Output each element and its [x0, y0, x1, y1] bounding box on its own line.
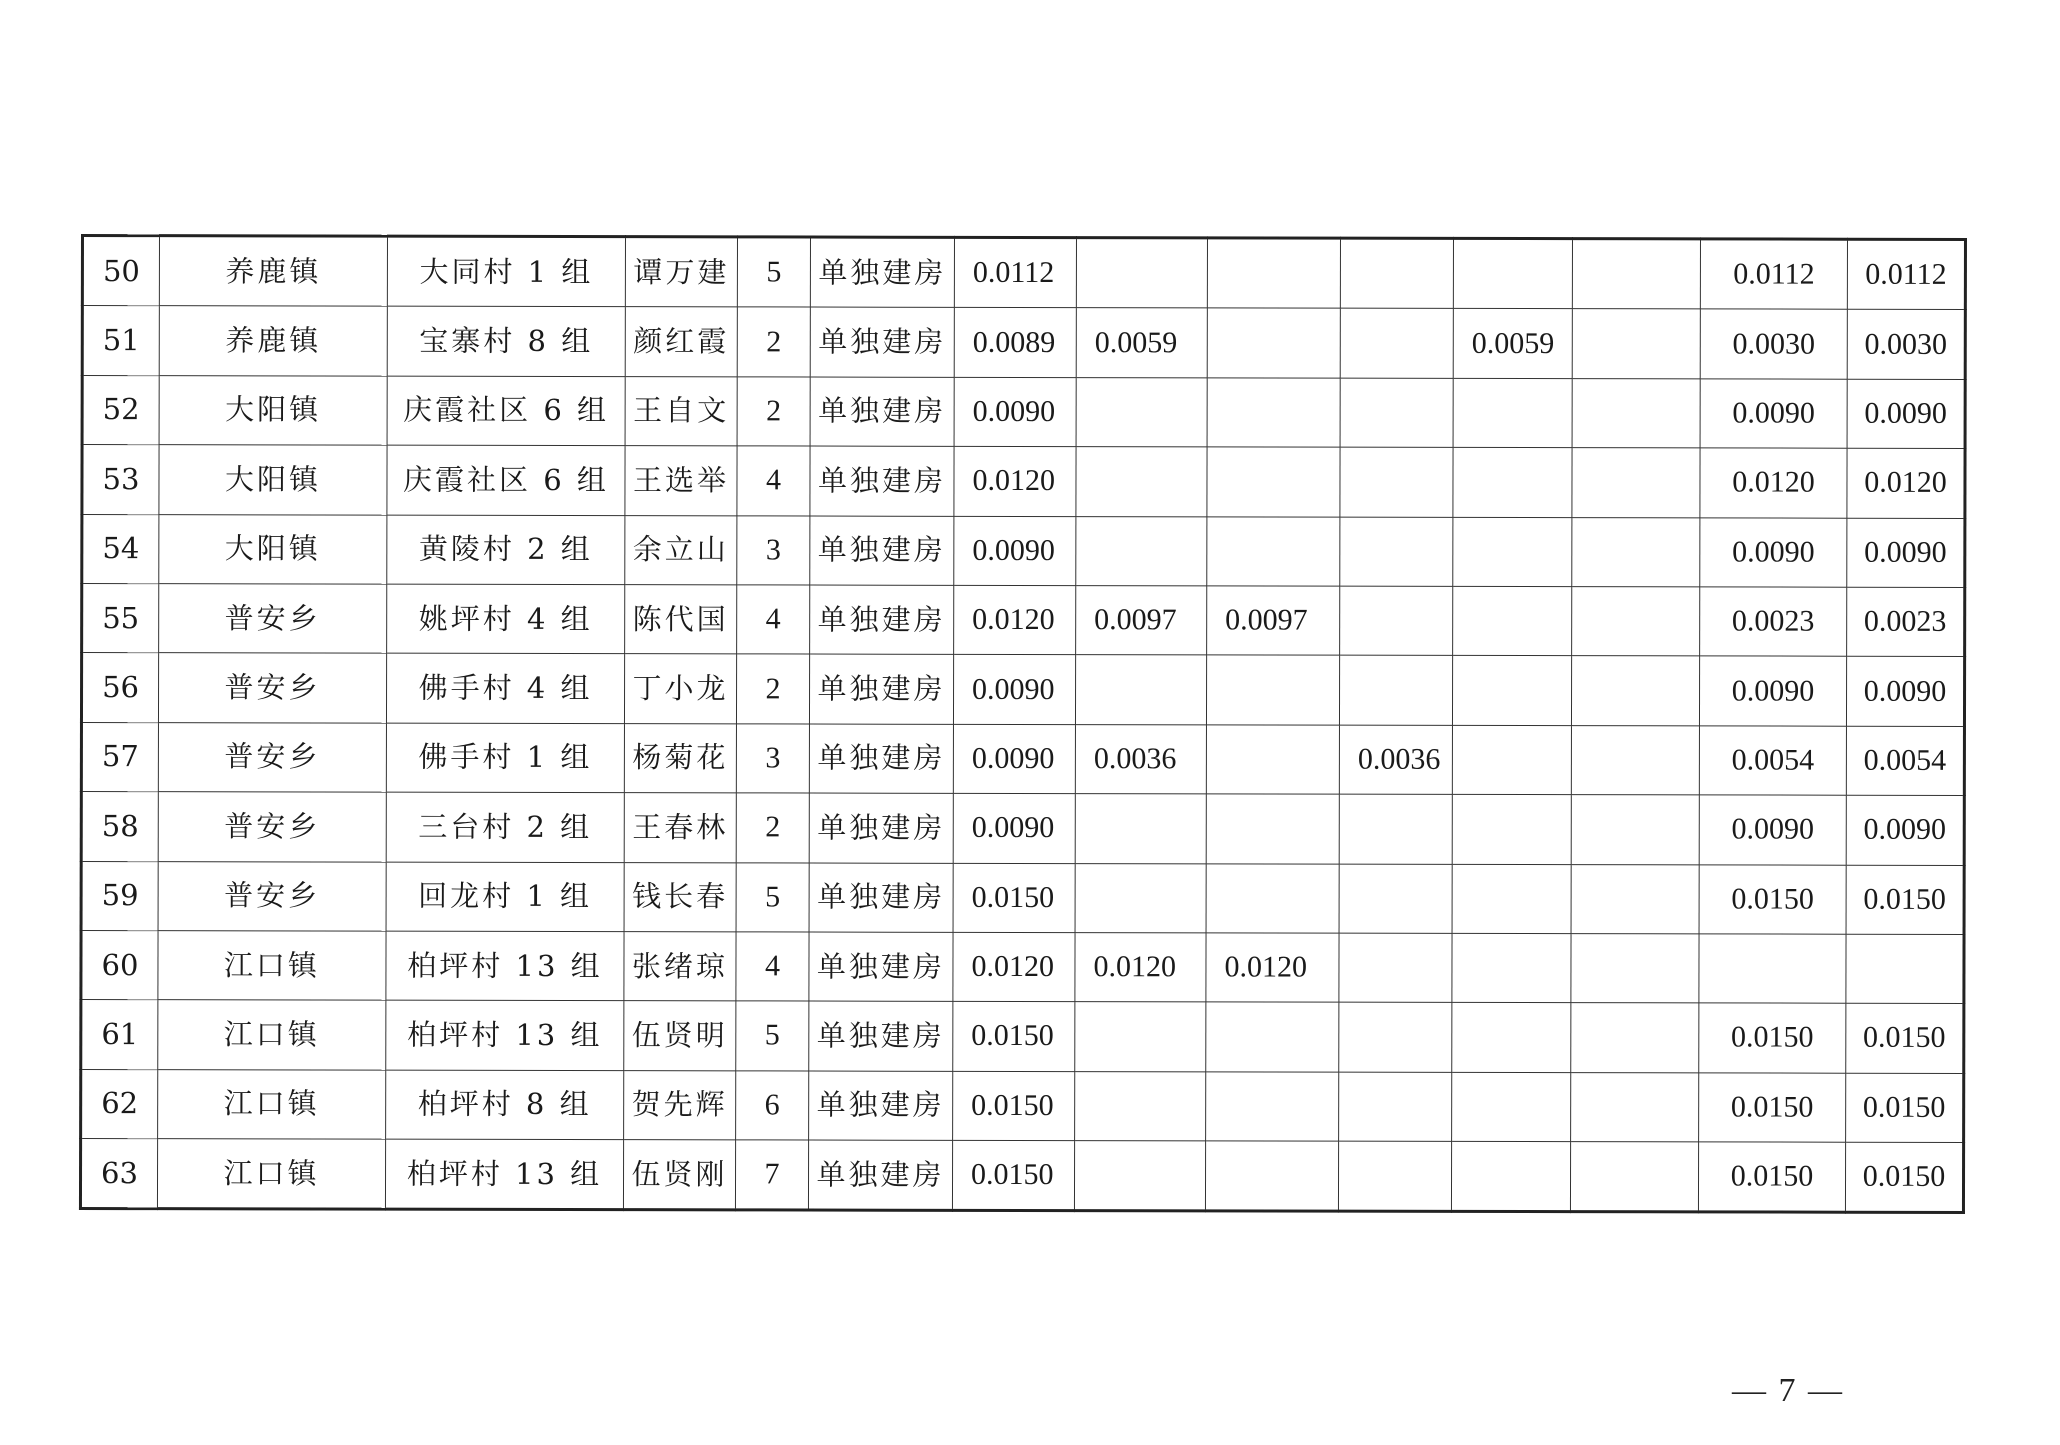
area-total-cell: 0.0150: [953, 1002, 1075, 1072]
table-row: [82, 236, 1965, 310]
build-type-cell: 单独建房: [809, 724, 953, 794]
area-col-11-cell: [1453, 586, 1572, 656]
area-col-10-cell: [1339, 655, 1452, 725]
area-col-8-cell: 0.0120: [1075, 932, 1206, 1002]
town-cell: 养鹿镇: [159, 236, 387, 307]
town-cell: 江口镇: [157, 1139, 385, 1210]
table-row: [81, 792, 1964, 865]
town-cell: 江口镇: [158, 1000, 386, 1070]
applicant-name-cell: 杨菊花: [624, 723, 736, 793]
area-col-8-cell: [1075, 863, 1206, 933]
row-number-cell: 61: [81, 1000, 158, 1070]
area-col-12-cell: [1571, 1003, 1699, 1073]
build-type-cell: 单独建房: [809, 654, 953, 724]
area-col-12-cell: [1572, 378, 1700, 448]
area-col-14-cell: 0.0150: [1846, 1073, 1964, 1143]
household-size-cell: 3: [736, 724, 809, 794]
area-col-11-cell: [1453, 238, 1572, 309]
village-group-cell: 庆霞社区 6 组: [387, 445, 625, 515]
area-total-cell: 0.0120: [953, 932, 1075, 1002]
household-size-cell: 4: [737, 585, 810, 655]
area-col-13-cell: 0.0090: [1699, 795, 1846, 865]
household-size-cell: 2: [736, 654, 809, 724]
table-row: [81, 1069, 1964, 1142]
area-total-cell: 0.0150: [953, 1071, 1075, 1141]
applicant-name-cell: 贺先辉: [624, 1070, 736, 1140]
area-col-8-cell: 0.0036: [1075, 724, 1206, 794]
village-group-cell: 宝寨村 8 组: [387, 307, 625, 377]
area-col-14-cell: 0.0120: [1847, 448, 1965, 518]
row-number-cell: 57: [81, 722, 158, 792]
area-col-13-cell: 0.0150: [1699, 864, 1846, 934]
area-col-9-cell: [1207, 378, 1340, 448]
applicant-name-cell: 王自文: [625, 376, 737, 446]
area-col-12-cell: [1572, 517, 1700, 587]
area-col-10-cell: [1339, 1072, 1452, 1142]
area-total-cell: 0.0120: [954, 447, 1076, 517]
area-col-10-cell: [1340, 447, 1453, 517]
village-group-cell: 佛手村 1 组: [386, 723, 624, 793]
area-col-11-cell: [1452, 1072, 1571, 1142]
area-col-9-cell: [1206, 863, 1339, 933]
household-size-cell: 4: [736, 932, 809, 1002]
area-col-11-cell: [1452, 933, 1571, 1003]
table-row: [81, 861, 1964, 934]
area-col-13-cell: 0.0120: [1700, 448, 1847, 518]
row-number-cell: 52: [82, 375, 159, 445]
town-cell: 江口镇: [158, 1069, 386, 1139]
area-col-12-cell: [1572, 239, 1700, 310]
village-group-cell: 柏坪村 13 组: [386, 931, 624, 1001]
area-col-10-cell: [1340, 238, 1453, 309]
area-col-9-cell: 0.0097: [1207, 586, 1340, 656]
area-col-10-cell: [1340, 378, 1453, 448]
area-col-8-cell: [1075, 1002, 1206, 1072]
table-row: [81, 722, 1964, 795]
build-type-cell: 单独建房: [808, 1140, 952, 1211]
row-number-cell: 59: [81, 861, 158, 931]
area-col-10-cell: [1339, 933, 1452, 1003]
area-col-10-cell: [1339, 794, 1452, 864]
area-col-13-cell: 0.0023: [1700, 587, 1847, 657]
applicant-name-cell: 钱长春: [624, 862, 736, 932]
household-size-cell: 5: [736, 862, 809, 932]
village-group-cell: 佛手村 4 组: [386, 653, 624, 723]
village-group-cell: 柏坪村 13 组: [385, 1139, 623, 1210]
build-type-cell: 单独建房: [810, 377, 954, 447]
applicant-name-cell: 陈代国: [625, 585, 737, 655]
area-col-10-cell: [1338, 1141, 1451, 1212]
household-size-cell: 3: [737, 515, 810, 585]
area-col-8-cell: [1075, 794, 1206, 864]
area-total-cell: 0.0150: [953, 863, 1075, 933]
applicant-name-cell: 王春林: [624, 793, 736, 863]
area-col-11-cell: [1452, 725, 1571, 795]
area-total-cell: 0.0090: [953, 655, 1075, 725]
area-col-11-cell: [1452, 656, 1571, 726]
village-group-cell: 姚坪村 4 组: [387, 584, 625, 654]
area-col-9-cell: [1206, 1002, 1339, 1072]
area-col-8-cell: [1074, 1141, 1205, 1212]
area-col-8-cell: [1076, 447, 1207, 517]
area-col-14-cell: 0.0054: [1846, 726, 1964, 796]
row-number-cell: 54: [82, 514, 159, 584]
row-number-cell: 58: [81, 792, 158, 862]
area-col-9-cell: [1206, 794, 1339, 864]
area-col-14-cell: 0.0090: [1847, 518, 1965, 588]
town-cell: 江口镇: [158, 931, 386, 1001]
area-col-12-cell: [1572, 309, 1700, 379]
town-cell: 大阳镇: [159, 375, 387, 445]
area-col-10-cell: [1339, 864, 1452, 934]
area-col-14-cell: 0.0150: [1846, 1003, 1964, 1073]
area-col-14-cell: 0.0150: [1845, 1142, 1963, 1213]
area-col-11-cell: [1451, 1141, 1570, 1212]
area-col-9-cell: [1206, 1072, 1339, 1142]
town-cell: 普安乡: [158, 861, 386, 931]
area-col-13-cell: 0.0150: [1699, 1003, 1846, 1073]
area-col-10-cell: [1340, 309, 1453, 379]
table-row: [81, 930, 1964, 1003]
area-total-cell: 0.0150: [952, 1140, 1074, 1211]
area-col-8-cell: [1076, 516, 1207, 586]
town-cell: 普安乡: [158, 792, 386, 862]
household-size-cell: 4: [737, 446, 810, 516]
village-group-cell: 三台村 2 组: [386, 792, 624, 862]
area-col-14-cell: 0.0090: [1846, 657, 1964, 727]
area-col-9-cell: [1207, 516, 1340, 586]
applicant-name-cell: 颜红霞: [625, 307, 737, 377]
area-total-cell: 0.0090: [953, 724, 1075, 794]
area-col-13-cell: [1699, 934, 1846, 1004]
page-number: — 7 —: [1732, 1372, 1844, 1409]
area-col-12-cell: [1571, 934, 1699, 1004]
household-size-cell: 5: [737, 237, 810, 308]
village-group-cell: 回龙村 1 组: [386, 862, 624, 932]
build-type-cell: 单独建房: [810, 585, 954, 655]
table-body: [80, 236, 1965, 1213]
row-number-cell: 50: [82, 236, 159, 307]
row-number-cell: 56: [81, 653, 158, 723]
area-col-13-cell: 0.0054: [1699, 726, 1846, 796]
applicant-name-cell: 谭万建: [625, 237, 737, 308]
table-row: [81, 1000, 1964, 1073]
area-col-10-cell: [1340, 517, 1453, 587]
table-row: [82, 514, 1965, 587]
build-type-cell: 单独建房: [809, 1001, 953, 1071]
household-size-cell: 2: [737, 307, 810, 377]
area-col-12-cell: [1572, 448, 1700, 518]
applicant-name-cell: 丁小龙: [624, 654, 736, 724]
area-col-8-cell: [1076, 377, 1207, 447]
household-size-cell: 5: [736, 1001, 809, 1071]
row-number-cell: 60: [81, 930, 158, 1000]
area-col-13-cell: 0.0112: [1700, 239, 1847, 310]
area-col-12-cell: [1571, 795, 1699, 865]
row-number-cell: 63: [80, 1139, 157, 1210]
household-size-cell: 2: [736, 793, 809, 863]
area-col-11-cell: 0.0059: [1453, 309, 1572, 379]
table-row: [81, 653, 1964, 726]
row-number-cell: 62: [81, 1069, 158, 1139]
area-col-14-cell: [1846, 934, 1964, 1004]
build-type-cell: 单独建房: [810, 516, 954, 586]
area-col-12-cell: [1571, 725, 1699, 795]
area-col-13-cell: 0.0150: [1699, 1073, 1846, 1143]
area-col-11-cell: [1453, 378, 1572, 448]
area-col-12-cell: [1571, 864, 1699, 934]
area-col-11-cell: [1452, 1003, 1571, 1073]
village-group-cell: 大同村 1 组: [387, 236, 625, 307]
area-col-14-cell: 0.0150: [1846, 865, 1964, 935]
area-col-9-cell: [1205, 1141, 1338, 1212]
build-type-cell: 单独建房: [810, 307, 954, 377]
area-col-14-cell: 0.0112: [1847, 239, 1965, 310]
area-col-11-cell: [1452, 794, 1571, 864]
area-col-13-cell: 0.0090: [1700, 379, 1847, 449]
area-col-10-cell: 0.0036: [1339, 725, 1452, 795]
area-total-cell: 0.0120: [954, 585, 1076, 655]
town-cell: 养鹿镇: [159, 306, 387, 376]
town-cell: 大阳镇: [159, 445, 387, 515]
build-type-cell: 单独建房: [809, 932, 953, 1002]
table-row: [82, 445, 1965, 518]
area-total-cell: 0.0090: [953, 793, 1075, 863]
table-row: [80, 1139, 1963, 1213]
row-number-cell: 51: [82, 306, 159, 376]
area-col-10-cell: [1340, 586, 1453, 656]
area-col-11-cell: [1452, 864, 1571, 934]
applicant-name-cell: 伍贤刚: [623, 1140, 735, 1211]
area-col-9-cell: [1207, 308, 1340, 378]
town-cell: 大阳镇: [159, 514, 387, 584]
area-col-14-cell: 0.0030: [1847, 310, 1965, 380]
applicant-name-cell: 张绪琼: [624, 932, 736, 1002]
area-col-9-cell: [1207, 447, 1340, 517]
area-total-cell: 0.0090: [954, 377, 1076, 447]
area-total-cell: 0.0090: [954, 516, 1076, 586]
table-row: [82, 375, 1965, 448]
area-col-10-cell: [1339, 1002, 1452, 1072]
area-col-12-cell: [1572, 587, 1700, 657]
area-total-cell: 0.0112: [954, 237, 1076, 308]
area-col-9-cell: [1206, 655, 1339, 725]
household-size-cell: 6: [736, 1071, 809, 1141]
area-col-13-cell: 0.0090: [1699, 656, 1846, 726]
village-group-cell: 庆霞社区 6 组: [387, 376, 625, 446]
applicant-name-cell: 王选举: [625, 446, 737, 516]
area-col-12-cell: [1570, 1142, 1698, 1213]
row-number-cell: 55: [82, 583, 159, 653]
area-col-8-cell: [1075, 1071, 1206, 1141]
area-col-11-cell: [1453, 517, 1572, 587]
build-type-cell: 单独建房: [809, 1071, 953, 1141]
area-col-13-cell: 0.0090: [1700, 517, 1847, 587]
area-col-9-cell: [1206, 725, 1339, 795]
area-col-12-cell: [1571, 1072, 1699, 1142]
area-col-8-cell: [1075, 655, 1206, 725]
table-row: [82, 583, 1965, 656]
area-total-cell: 0.0089: [954, 308, 1076, 378]
row-number-cell: 53: [82, 445, 159, 515]
town-cell: 普安乡: [159, 584, 387, 654]
area-col-14-cell: 0.0090: [1847, 379, 1965, 449]
village-group-cell: 柏坪村 13 组: [386, 1000, 624, 1070]
build-type-cell: 单独建房: [809, 863, 953, 933]
area-col-14-cell: 0.0090: [1846, 795, 1964, 865]
village-group-cell: 柏坪村 8 组: [386, 1070, 624, 1140]
household-size-cell: 2: [737, 377, 810, 447]
area-col-8-cell: [1076, 238, 1207, 309]
town-cell: 普安乡: [158, 722, 386, 792]
land-use-table: [79, 234, 1967, 1214]
town-cell: 普安乡: [158, 653, 386, 723]
applicant-name-cell: 伍贤明: [624, 1001, 736, 1071]
area-col-13-cell: 0.0150: [1698, 1142, 1845, 1213]
area-col-14-cell: 0.0023: [1847, 587, 1965, 657]
area-col-9-cell: 0.0120: [1206, 933, 1339, 1003]
build-type-cell: 单独建房: [810, 446, 954, 516]
area-col-8-cell: 0.0097: [1076, 586, 1207, 656]
household-size-cell: 7: [735, 1140, 808, 1211]
applicant-name-cell: 余立山: [625, 515, 737, 585]
area-col-9-cell: [1207, 238, 1340, 309]
area-col-8-cell: 0.0059: [1076, 308, 1207, 378]
village-group-cell: 黄陵村 2 组: [387, 515, 625, 585]
table-row: [82, 306, 1965, 379]
area-col-13-cell: 0.0030: [1700, 309, 1847, 379]
build-type-cell: 单独建房: [809, 793, 953, 863]
area-col-11-cell: [1453, 448, 1572, 518]
area-col-12-cell: [1571, 656, 1699, 726]
build-type-cell: 单独建房: [810, 237, 954, 308]
